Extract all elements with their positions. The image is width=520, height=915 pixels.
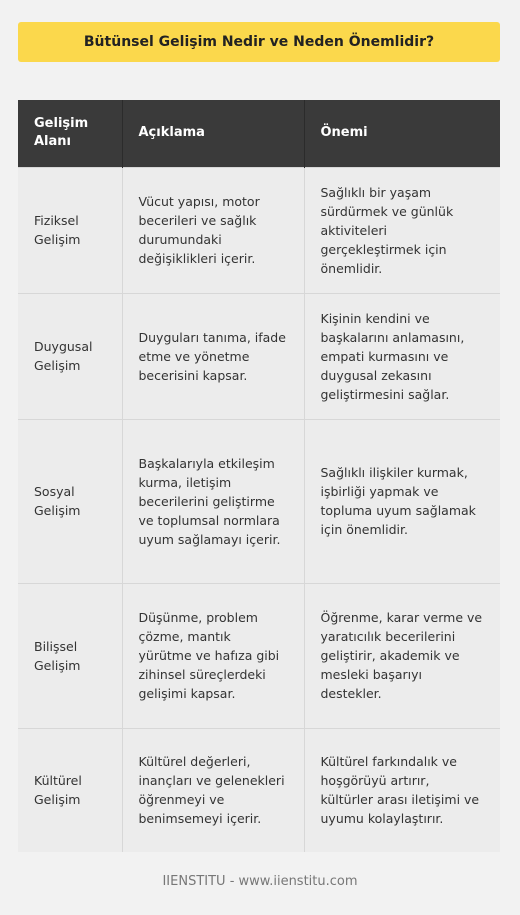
row-importance: Kültürel farkındalık ve hoşgörüyü artırır, kültürler arası iletişimi ve uyumu kolaylaştırır. xyxy=(304,728,500,852)
row-description: Duyguları tanıma, ifade etme ve yönetme becerisini kapsar. xyxy=(122,293,304,419)
row-importance: Sağlıklı ilişkiler kurmak, işbirliği yapmak ve topluma uyum sağlamak için önemlidir. xyxy=(304,419,500,583)
footer-credit: IIENSTITU - www.iienstitu.com xyxy=(162,874,358,889)
row-description: Başkalarıyla etkileşim kurma, iletişim becerilerini geliştirme ve toplumsal normlara uyum sağlamayı içerir. xyxy=(122,419,304,583)
table-row xyxy=(18,293,500,419)
table-row xyxy=(18,583,500,728)
row-description: Vücut yapısı, motor becerileri ve sağlık durumundaki değişiklikleri içerir. xyxy=(122,167,304,293)
development-table xyxy=(18,100,500,852)
row-description: Düşünme, problem çözme, mantık yürütme ve hafıza gibi zihinsel süreçlerdeki gelişimi kapsar. xyxy=(122,583,304,728)
table-header-row xyxy=(18,100,500,167)
row-importance: Sağlıklı bir yaşam sürdürmek ve günlük aktiviteleri gerçekleştirmek için önemlidir. xyxy=(304,167,500,293)
row-area: Duygusal Gelişim xyxy=(18,293,122,419)
row-area: Sosyal Gelişim xyxy=(18,419,122,583)
row-area: Bilişsel Gelişim xyxy=(18,583,122,728)
row-importance: Öğrenme, karar verme ve yaratıcılık becerilerini geliştirir, akademik ve mesleki başarıyı destekler. xyxy=(304,583,500,728)
page-title: Bütünsel Gelişim Nedir ve Neden Önemlidir? xyxy=(18,22,500,62)
row-area: Kültürel Gelişim xyxy=(18,728,122,852)
row-area: Fiziksel Gelişim xyxy=(18,167,122,293)
header-importance: Önemi xyxy=(304,100,500,167)
row-importance: Kişinin kendini ve başkalarını anlamasını, empati kurmasını ve duygusal zekasını geliştirmesini sağlar. xyxy=(304,293,500,419)
table-row xyxy=(18,728,500,852)
header-description: Açıklama xyxy=(122,100,304,167)
table-row xyxy=(18,419,500,583)
header-area: Gelişim Alanı xyxy=(18,100,122,167)
row-description: Kültürel değerleri, inançları ve gelenekleri öğrenmeyi ve benimsemeyi içerir. xyxy=(122,728,304,852)
table-row xyxy=(18,167,500,293)
